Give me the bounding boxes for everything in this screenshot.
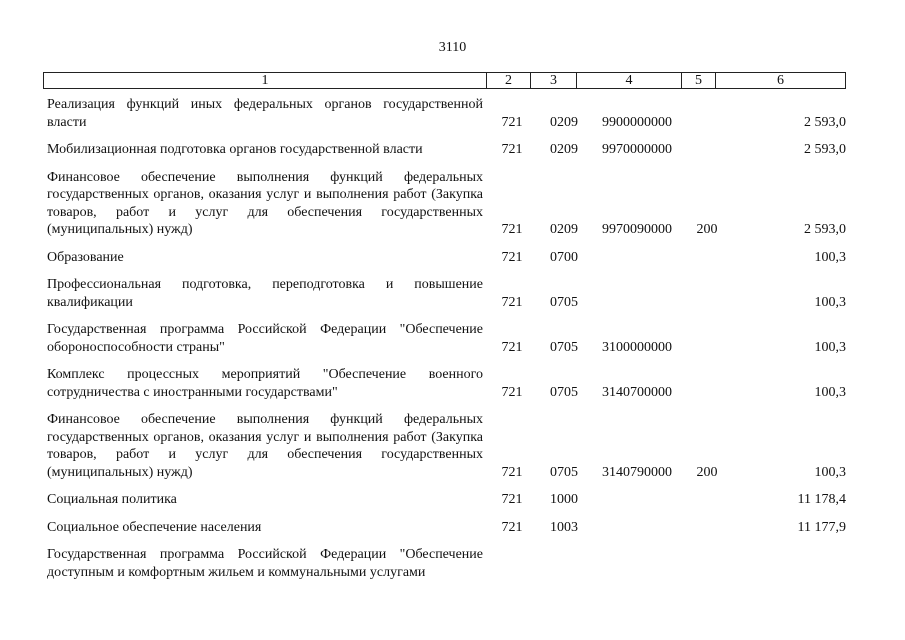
row-col-6: 2 593,0 — [804, 142, 846, 157]
row-col-3: 0705 — [550, 294, 578, 310]
row-col-5: 200 — [696, 464, 718, 480]
row-col-2: 721 — [501, 222, 523, 237]
row-col-2: 721 — [501, 249, 523, 265]
row-col-2: 721 — [501, 384, 523, 400]
row-col-4: 9970090000 — [602, 222, 672, 237]
table-row — [47, 249, 847, 267]
row-name: Финансовое обеспечение выполнения функций федеральных государственных органов, оказания услуг и выполнения работ (Закупка товаров, работ и услуг для обеспечения государственных (муниципальных) нужд) — [47, 169, 483, 237]
table-row — [47, 169, 847, 239]
row-col-2: 721 — [501, 142, 523, 157]
row-col-3: 0700 — [550, 249, 578, 265]
row-col-3: 0705 — [550, 464, 578, 480]
row-name: Реализация функций иных федеральных органов государственной власти — [47, 97, 483, 130]
row-name: Финансовое обеспечение выполнения функций федеральных государственных органов, оказания услуг и выполнения работ (Закупка товаров, работ и услуг для обеспечения государственных (муниципальных) нужд) — [47, 412, 483, 480]
header-col-6: 6 — [777, 73, 784, 88]
row-col-3: 0209 — [550, 222, 578, 237]
table-row — [47, 519, 847, 537]
row-col-6: 100,3 — [814, 294, 846, 310]
row-col-4: 3100000000 — [602, 339, 672, 355]
row-col-2: 721 — [501, 492, 523, 507]
row-col-2: 721 — [501, 294, 523, 310]
header-col-4: 4 — [577, 73, 682, 88]
row-col-6: 100,3 — [814, 339, 846, 355]
header-col-1: 1 — [44, 73, 487, 88]
row-name: Государственная программа Российской Федерации "Обеспечение доступным и комфортным жильем и коммунальными услугами — [47, 547, 483, 580]
page-number: 3110 — [438, 40, 467, 55]
table-row — [47, 366, 847, 401]
row-name: Государственная программа Российской Федерации "Обеспечение обороноспособности страны" — [47, 322, 483, 355]
row-col-2: 721 — [501, 464, 523, 480]
row-name: Социальная политика — [47, 492, 177, 507]
row-name: Мобилизационная подготовка органов государственной власти — [47, 142, 423, 157]
row-col-3: 1000 — [550, 492, 578, 507]
header-col-3: 3 — [531, 73, 577, 88]
table-row — [47, 411, 847, 481]
table-row — [47, 276, 847, 311]
row-name: Профессиональная подготовка, переподготовка и повышение квалификации — [47, 277, 483, 310]
table-row — [47, 546, 847, 581]
row-col-3: 0705 — [550, 384, 578, 400]
table-header — [43, 72, 846, 89]
row-col-6: 2 593,0 — [804, 114, 846, 130]
row-col-2: 721 — [501, 339, 523, 355]
row-name: Социальное обеспечение населения — [47, 519, 262, 535]
header-col-2: 2 — [487, 73, 531, 88]
row-name: Образование — [47, 249, 124, 265]
table-row — [47, 141, 847, 159]
row-col-6: 11 178,4 — [797, 492, 846, 507]
table-body — [47, 96, 847, 591]
row-col-4: 9970000000 — [602, 142, 672, 157]
row-col-3: 0705 — [550, 339, 578, 355]
row-col-6: 100,3 — [814, 384, 846, 400]
row-col-3: 1003 — [550, 519, 578, 535]
row-col-2: 721 — [501, 519, 523, 535]
row-name: Комплекс процессных мероприятий "Обеспечение военного сотрудничества с иностранными государствами" — [47, 367, 483, 400]
table-row — [47, 321, 847, 356]
row-col-4: 3140700000 — [602, 384, 672, 400]
row-col-2: 721 — [501, 114, 523, 130]
row-col-3: 0209 — [550, 114, 578, 130]
row-col-4: 9900000000 — [602, 114, 672, 130]
row-col-6: 100,3 — [814, 249, 846, 265]
row-col-6: 2 593,0 — [804, 222, 846, 237]
row-col-5: 200 — [696, 222, 718, 237]
row-col-6: 100,3 — [814, 464, 846, 480]
row-col-3: 0209 — [550, 142, 578, 157]
row-col-6: 11 177,9 — [797, 519, 846, 535]
table-row — [47, 96, 847, 131]
header-col-5: 5 — [682, 73, 716, 88]
row-col-4: 3140790000 — [602, 464, 672, 480]
table-row — [47, 491, 847, 509]
